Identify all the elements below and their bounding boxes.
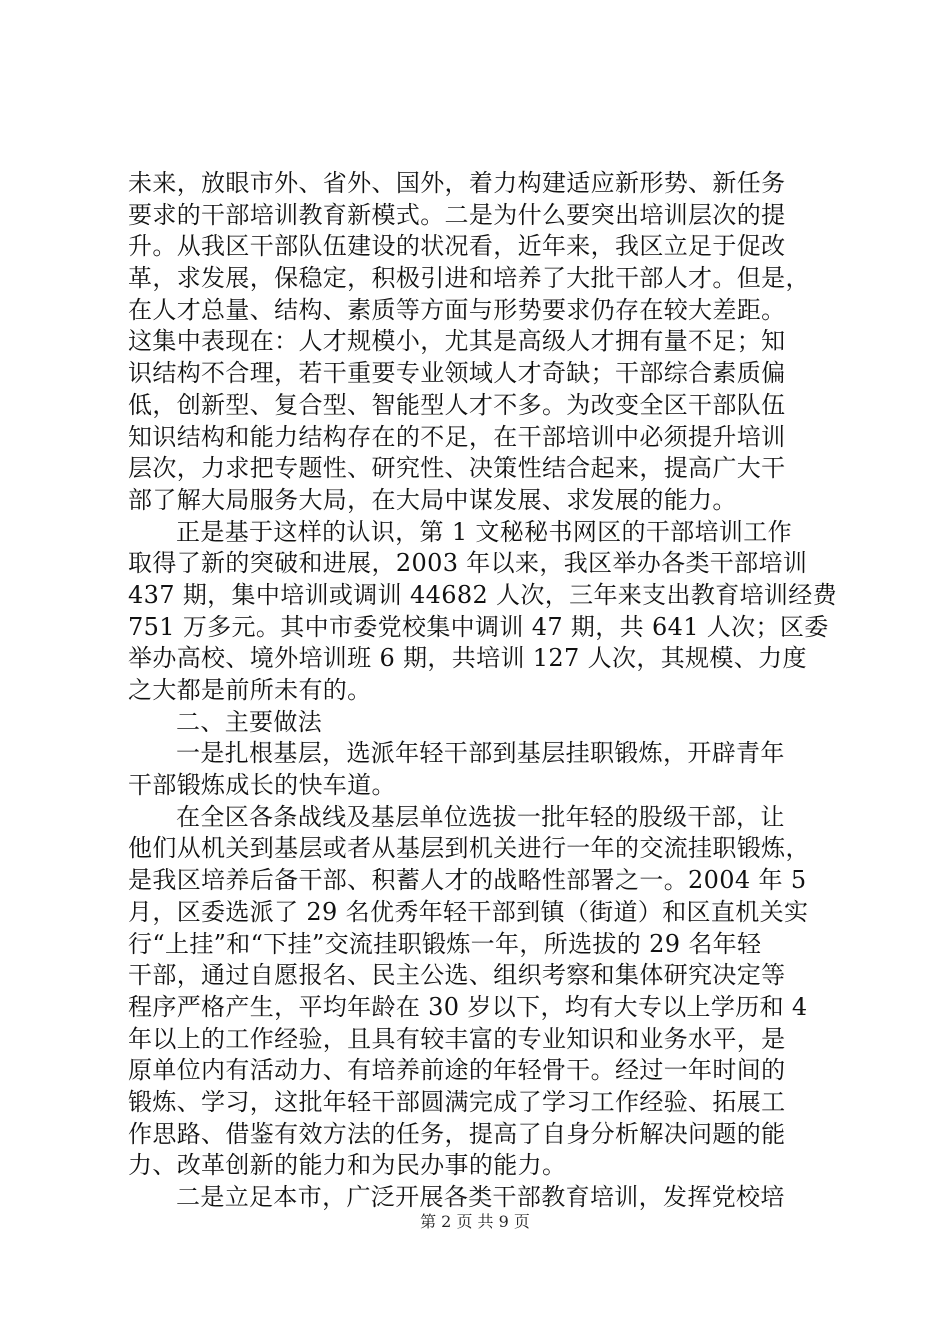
text-line: 之大都是前所未有的。 [128, 676, 372, 704]
text-line: 低，创新型、复合型、智能型人才不多。为改变全区干部队伍 [128, 390, 786, 419]
text-line: 力、改革创新的能力和为民办事的能力。 [128, 1151, 567, 1180]
section-heading: 二、主要做法 [176, 707, 323, 736]
text-line: 437 期，集中培训或调训 44682 人次，三年来支出教育培训经费 [128, 580, 837, 609]
page-number-footer: 第 2 页 共 9 页 [420, 1212, 530, 1231]
text-line: 在人才总量、结构、素质等方面与形势要求仍存在较大差距。 [128, 295, 786, 324]
text-line: 举办高校、境外培训班 6 期，共培训 127 人次，其规模、力度 [128, 644, 807, 673]
paragraph-first-line: 正是基于这样的认识，第 1 文秘秘书网区的干部培训工作 [176, 517, 792, 546]
text-line: 锻炼、学习，这批年轻干部圆满完成了学习工作经验、拓展工 [128, 1087, 786, 1116]
text-line: 他们从机关到基层或者从基层到机关进行一年的交流挂职锻炼， [128, 834, 810, 863]
text-line: 干部，通过自愿报名、民主公选、组织考察和集体研究决定等 [128, 961, 786, 990]
text-line: 年以上的工作经验，且具有较丰富的专业知识和业务水平，是 [128, 1024, 786, 1053]
text-line: 是我区培养后备干部、积蓄人才的战略性部署之一。2004 年 5 [128, 866, 807, 895]
text-line: 干部锻炼成长的快车道。 [128, 771, 396, 800]
text-line: 未来，放眼市外、省外、国外，着力构建适应新形势、新任务 [128, 169, 786, 197]
text-line: 识结构不合理，若干重要专业领域人才奇缺；干部综合素质偏 [128, 359, 786, 388]
text-line: 这集中表现在：人才规模小，尤其是高级人才拥有量不足；知 [128, 327, 786, 356]
text-line: 月，区委选派了 29 名优秀年轻干部到镇（街道）和区直机关实 [128, 897, 809, 926]
text-line: 原单位内有活动力、有培养前途的年轻骨干。经过一年时间的 [128, 1056, 786, 1085]
text-line: 层次，力求把专题性、研究性、决策性结合起来，提高广大干 [128, 454, 786, 483]
text-line: 革，求发展，保稳定，积极引进和培养了大批干部人才。但是， [128, 264, 810, 293]
text-line: 知识结构和能力结构存在的不足，在干部培训中必须提升培训 [128, 422, 786, 451]
text-line: 要求的干部培训教育新模式。二是为什么要突出培训层次的提 [128, 200, 786, 229]
text-line: 程序严格产生，平均年龄在 30 岁以下，均有大专以上学历和 4 [128, 992, 808, 1021]
body-text [128, 168, 837, 1214]
paragraph-first-line: 二是立足本市，广泛开展各类干部教育培训，发挥党校培 [176, 1183, 785, 1211]
paragraph-first-line: 一是扎根基层，选派年轻干部到基层挂职锻炼，开辟青年 [176, 739, 785, 768]
text-line: 部了解大局服务大局，在大局中谋发展、求发展的能力。 [128, 485, 737, 514]
text-line: 751 万多元。其中市委党校集中调训 47 期，共 641 人次；区委 [128, 612, 829, 641]
text-line: 取得了新的突破和进展，2003 年以来，我区举办各类干部培训 [128, 549, 808, 578]
text-line: 升。从我区干部队伍建设的状况看，近年来，我区立足于促改 [128, 232, 786, 261]
paragraph-first-line: 在全区各条战线及基层单位选拔一批年轻的股级干部，让 [176, 802, 785, 831]
text-line: 作思路、借鉴有效方法的任务，提高了自身分析解决问题的能 [128, 1119, 786, 1148]
text-line: 行“上挂”和“下挂”交流挂职锻炼一年，所选拔的 29 名年轻 [128, 929, 762, 958]
